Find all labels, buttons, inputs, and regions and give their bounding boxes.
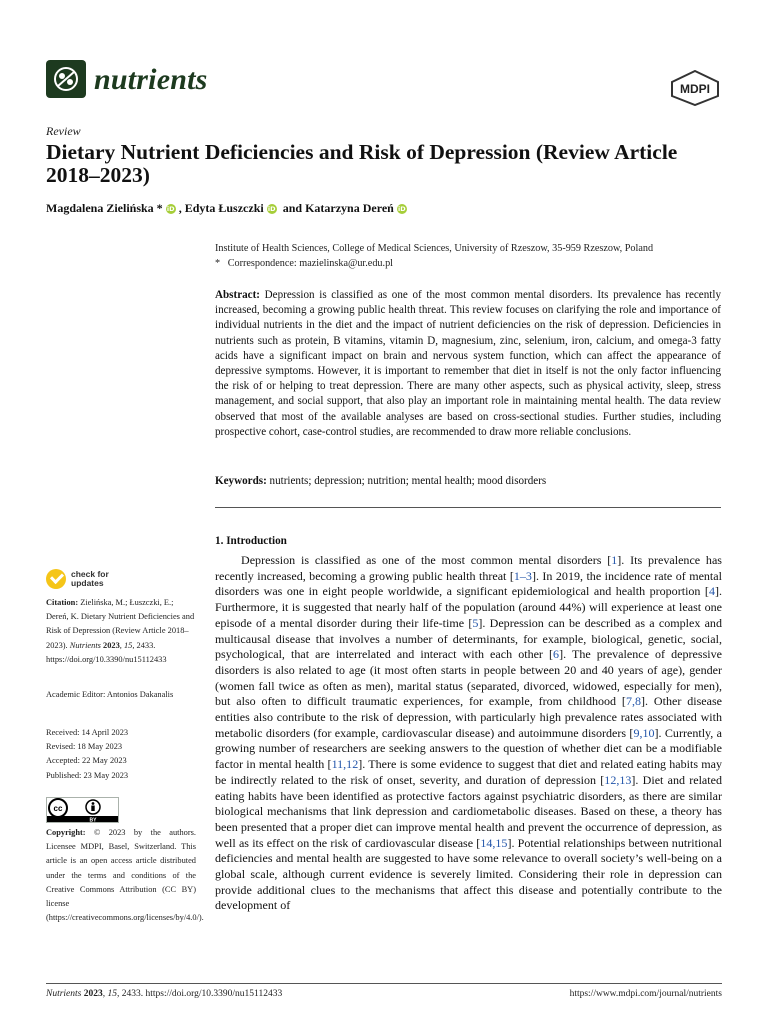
accepted-date: Accepted: 22 May 2023: [46, 756, 127, 766]
citation-block: [46, 596, 196, 667]
body-text: ]. Other disease entities also contribute to the risk of depression, with particularly high prevalence rates associated with metabolic disorders (for example, cardiovascular disease) and autoimmune disorders [: [215, 694, 723, 740]
keywords-text: nutrients; depression; nutrition; mental health; mood disorders: [269, 475, 547, 487]
abstract-label: Abstract:: [215, 289, 260, 301]
introduction-paragraph: [215, 553, 722, 914]
cc-by-license-icon[interactable]: [46, 797, 119, 823]
footer-citation: [46, 989, 282, 999]
orcid-icon[interactable]: iD: [166, 204, 175, 213]
reference-link[interactable]: 9,10: [633, 725, 655, 740]
citation-volume: , 15: [119, 640, 133, 650]
reference-link[interactable]: 4: [708, 584, 715, 599]
received-date: Received: 14 April 2023: [46, 728, 129, 737]
footer-year: 2023: [81, 989, 103, 999]
reference-link[interactable]: 5: [472, 615, 479, 630]
published-date: Published: 23 May 2023: [46, 770, 129, 780]
reference-link[interactable]: 7,8: [625, 694, 642, 709]
revised-date: Revised: 18 May 2023: [46, 742, 123, 752]
check-updates-line1: check for: [71, 569, 109, 579]
citation-text: Zielińska, M.; Łuszczki, E.; Dereń, K. Dietary Nutrient Deficiencies and Risk of Depression (Review Article 2018–2023).: [46, 598, 195, 650]
footer-journal-url[interactable]: https://www.mdpi.com/journal/nutrients: [569, 989, 722, 999]
journal-name: nutrients: [94, 63, 208, 96]
body-text: ]. Currently, a growing number of researchers are seeking answers to the question of whether diet can be a modifiable factor in mental health [: [215, 725, 722, 772]
publication-dates: [46, 726, 196, 783]
author-name[interactable]: Edyta Łuszczki: [184, 201, 264, 215]
abstract-text: Depression is classified as one of the most common mental disorders. Its prevalence has recently increased, becoming a growing public health threat. This review focuses on clarifying the role and importance of individual nutrients in the diet and the impact of nutrient deficiencies on the risk of depression. Deficiencies in nutrients such as protein, B vitamins, vitamin D, magnesium, zinc, selenium, iron, calcium, and omega-3 fatty acids have a significant impact on brain and nervous system function, which can affect the appearance of depressive symptoms. However, it is important to remember that diet in itself is not the only factor influencing the risk of or helping to treat depression. There are many other aspects, such as physical activity, sleep, stress management, and social support, that also play an important role in maintaining mental health. The data review observed that most of the available analyses are based on cross-sectional studies. Further studies, including prospective cohort, case-control studies, are recommended to draw more reliable conclusions.: [215, 289, 721, 438]
check-for-updates-button[interactable]: [46, 569, 109, 589]
citation-journal: Nutrients: [69, 640, 101, 650]
reference-link[interactable]: 1–3: [513, 568, 532, 583]
copyright-label: Copyright:: [46, 828, 86, 837]
check-updates-line2: updates: [71, 578, 104, 588]
abstract: [215, 288, 721, 440]
body-text: ]. There is some evidence to suggest that diet and related eating habits may be indirectly related to the risk of onset, severity, and duration of depression [: [215, 757, 722, 787]
affiliation-block: [215, 241, 725, 271]
body-text: ]. Depression can be described as a complex and multicausal disease that involves a number of determinants, for example, biological, genetic, social, psychological, that are interrelated and interact with each other [: [215, 615, 722, 662]
orcid-icon[interactable]: iD: [398, 204, 406, 213]
body-text: ]. In 2019, the incidence rate of mental disorders was one in eight people worldwide, a significant epidemiological and health proportion [: [215, 568, 722, 599]
affiliation: Institute of Health Sciences, College of Medical Sciences, University of Rzeszow, 35-959 Rzeszow, Poland: [215, 243, 654, 254]
author-name[interactable]: Katarzyna Dereń: [305, 201, 394, 215]
article-title: Dietary Nutrient Deficiencies and Risk of Depression (Review Article 2018–2023): [46, 140, 678, 187]
body-text: Depression is classified as one of the most common mental disorders [: [241, 553, 612, 567]
footer-journal: Nutrients: [46, 989, 82, 999]
author-name[interactable]: Magdalena Zielińska *: [46, 201, 163, 215]
reference-link[interactable]: 1: [611, 553, 618, 567]
article-type: Review: [46, 124, 81, 138]
author-separator: and: [279, 201, 306, 215]
copyright-notice: [46, 826, 204, 925]
reference-link[interactable]: 14,15: [480, 835, 508, 850]
orcid-icon[interactable]: iD: [267, 204, 276, 213]
author-separator: ,: [178, 201, 185, 215]
mdpi-logo-text: MDPI: [680, 82, 710, 96]
footer-divider: [46, 983, 722, 984]
keywords-label: Keywords:: [215, 475, 267, 487]
body-text: ]. Its prevalence has recently increased, becoming a growing public health threat [: [215, 553, 722, 583]
reference-link[interactable]: 12,13: [604, 772, 632, 787]
nutrients-logo-icon: [46, 60, 86, 98]
author-list: [46, 201, 410, 216]
citation-label: Citation:: [46, 598, 79, 607]
reference-link[interactable]: 11,12: [331, 757, 359, 772]
body-text: ]. Potential relationships between nutritional deficiencies and mental health are suggested to have some relevance to overall society’s well-being on a global scale, although current evidence is severely limited. Considering their role in depression can provide additional clues to the mechanisms that affect this disease and potentially contribute to the development of: [215, 835, 722, 913]
copyright-text: © 2023 by the authors. Licensee MDPI, Basel, Switzerland. This article is an open access article distributed under the terms and conditions of the Creative Commons Attribution (CC BY) license (https://creativecommons.org/licenses/by/4.0/).: [46, 828, 204, 923]
body-text: ]. Furthermore, it is suggested that nearly half of the population (around 44%) will experience at least one episode of a mental disorder during their life-time [: [215, 584, 722, 630]
body-text: ]. Diet and related eating habits have been identified as protective factors against psychiatric disorders, as there are similar biological mechanisms that link depression and cardiometabolic diseases. Based on these, a theory has been presented that a proper diet can improve mental health and prevent the occurrence of depression, as well as its effect on the risk of cardiovascular disease [: [215, 772, 722, 850]
by-text: BY: [89, 817, 97, 823]
mdpi-logo: [670, 70, 720, 106]
reference-link[interactable]: 6: [553, 647, 560, 662]
divider: [215, 507, 721, 508]
academic-editor: Academic Editor: Antonios Dakanalis: [46, 690, 174, 699]
section-heading: 1. Introduction: [215, 535, 287, 547]
cc-text: cc: [53, 804, 63, 813]
citation-year: 2023: [100, 640, 120, 650]
keywords: [215, 474, 721, 489]
footer-volume: , 15: [102, 989, 117, 999]
footer-doi[interactable]: , 2433. https://doi.org/10.3390/nu15112433: [117, 989, 283, 999]
body-text: ]. The prevalence of depressive disorders is also related to age (it most often starts in people between 20 and 40 years of age), gender (women fall twice as often as men), marital status (separated, divorced, widowed, especially for men), but also often to difficult traumatic experiences, for example, from childhood [: [215, 647, 722, 709]
check-updates-icon: [46, 569, 66, 589]
correspondence: * Correspondence: mazielinska@ur.edu.pl: [215, 258, 393, 269]
citation-doi[interactable]: , 2433. https://doi.org/10.3390/nu15112433: [46, 640, 167, 664]
check-updates-label: [71, 570, 109, 588]
